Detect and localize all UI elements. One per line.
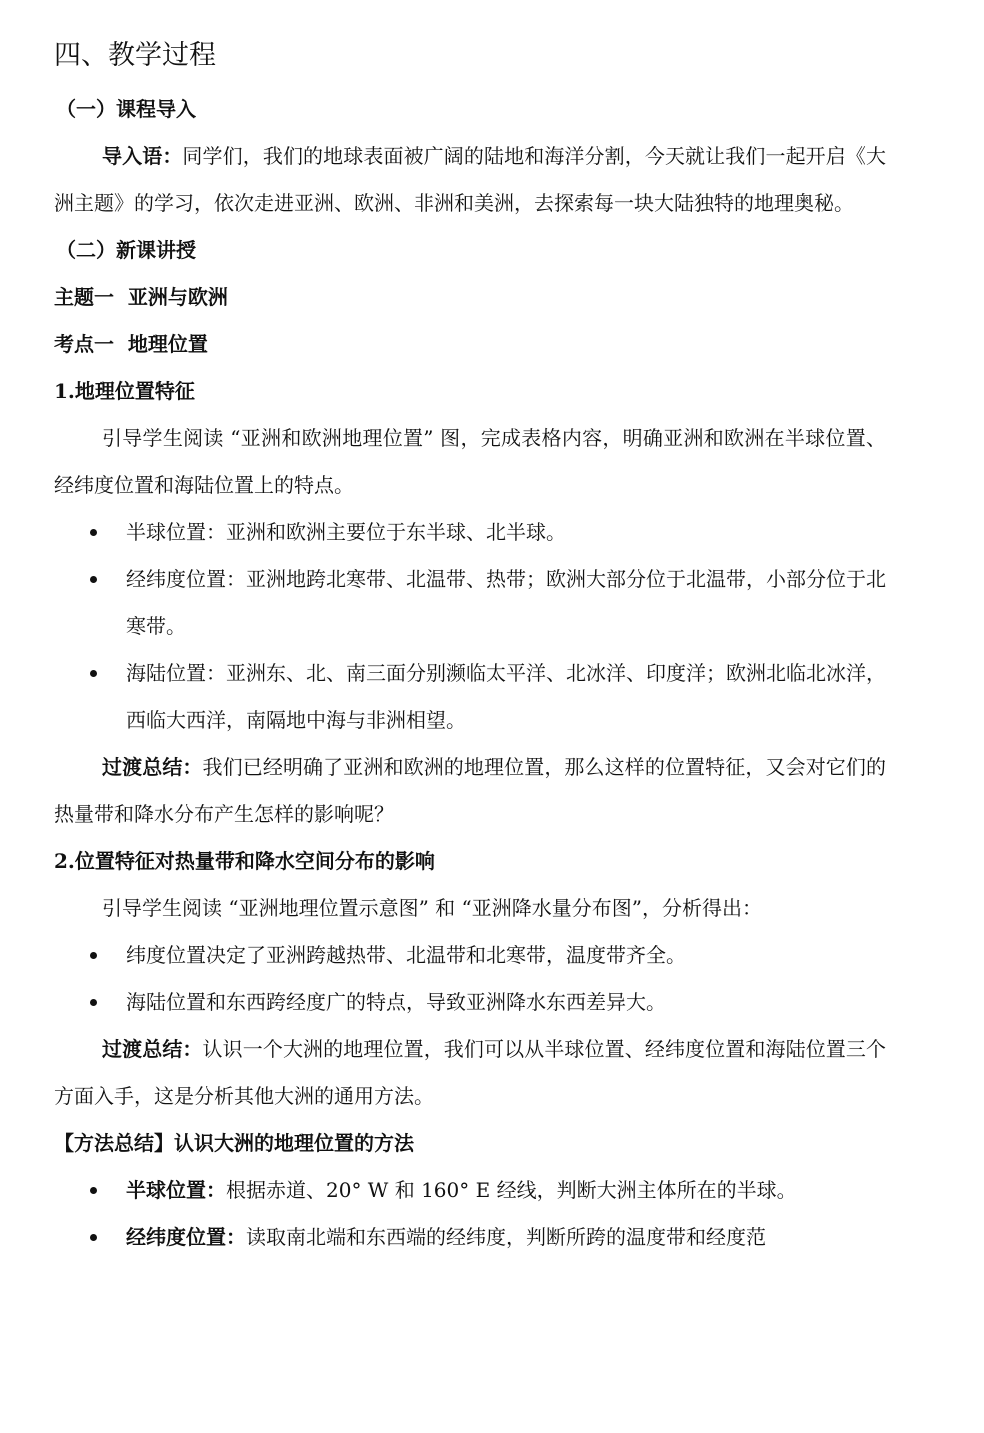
part1-guide: 引导学生阅读 “亚洲和欧洲地理位置” 图，完成表格内容，明确亚洲和欧洲在半球位置、经纬度位置和海陆位置上的特点。: [54, 426, 886, 497]
list-item: 经纬度位置：亚洲地跨北寒带、北温带、热带；欧洲大部分位于北温带，小部分位于北寒带。: [54, 556, 886, 650]
bullet-dot-icon: [90, 670, 97, 677]
bullet-dot-icon: [90, 1234, 97, 1241]
document-page: [54, 32, 886, 1261]
list-item: 半球位置：根据赤道、20° W 和 160° E 经线，判断大洲主体所在的半球。: [54, 1167, 886, 1214]
bullet-dot-icon: [90, 576, 97, 583]
bullet-dot-icon: [90, 529, 97, 536]
intro-heading: （一）课程导入: [56, 97, 196, 121]
new-lesson-heading: （二）新课讲授: [56, 238, 196, 262]
bullet-dot-icon: [90, 1187, 97, 1194]
transition-text: 我们已经明确了亚洲和欧洲的地理位置，那么这样的位置特征，又会对它们的热量带和降水分布产生怎样的影响呢？: [54, 755, 887, 826]
part2-bullet-list: [54, 932, 886, 1026]
list-item: 海陆位置：亚洲东、北、南三面分别濒临太平洋、北冰洋、印度洋；欧洲北临北冰洋，西临大西洋，南隔地中海与非洲相望。: [54, 650, 886, 744]
transition-lead: 过渡总结：: [102, 1037, 203, 1061]
intro-lead: 导入语：: [102, 144, 183, 168]
list-item: 纬度位置决定了亚洲跨越热带、北温带和北寒带，温度带齐全。: [54, 932, 886, 979]
part1-heading: 1.地理位置特征: [54, 379, 195, 403]
part2-heading: 2.位置特征对热量带和降水空间分布的影响: [54, 849, 435, 873]
theme-heading: 主题一 亚洲与欧洲: [54, 285, 228, 309]
part2-guide: 引导学生阅读 “亚洲地理位置示意图” 和 “亚洲降水量分布图”，分析得出：: [102, 896, 762, 920]
section-title: 四、教学过程: [54, 40, 216, 71]
exam-point-heading: 考点一 地理位置: [54, 332, 208, 356]
list-item: 半球位置：亚洲和欧洲主要位于东半球、北半球。: [54, 509, 886, 556]
transition-text: 认识一个大洲的地理位置，我们可以从半球位置、经纬度位置和海陆位置三个方面入手，这是分析其他大洲的通用方法。: [54, 1037, 887, 1108]
list-item: 海陆位置和东西跨经度广的特点，导致亚洲降水东西差异大。: [54, 979, 886, 1026]
list-item: 经纬度位置：读取南北端和东西端的经纬度，判断所跨的温度带和经度范: [54, 1214, 886, 1261]
part1-bullet-list: [54, 509, 886, 744]
method-bullet-list: [54, 1167, 886, 1261]
intro-text: 同学们，我们的地球表面被广阔的陆地和海洋分割，今天就让我们一起开启《大洲主题》的学习，依次走进亚洲、欧洲、非洲和美洲，去探索每一块大陆独特的地理奥秘。: [54, 144, 887, 215]
method-heading: 【方法总结】认识大洲的地理位置的方法: [54, 1131, 414, 1155]
transition-lead: 过渡总结：: [102, 755, 203, 779]
intro-paragraph: [54, 133, 886, 227]
bullet-dot-icon: [90, 999, 97, 1006]
bullet-dot-icon: [90, 952, 97, 959]
part2-transition: [54, 1026, 886, 1120]
part1-transition: [54, 744, 886, 838]
